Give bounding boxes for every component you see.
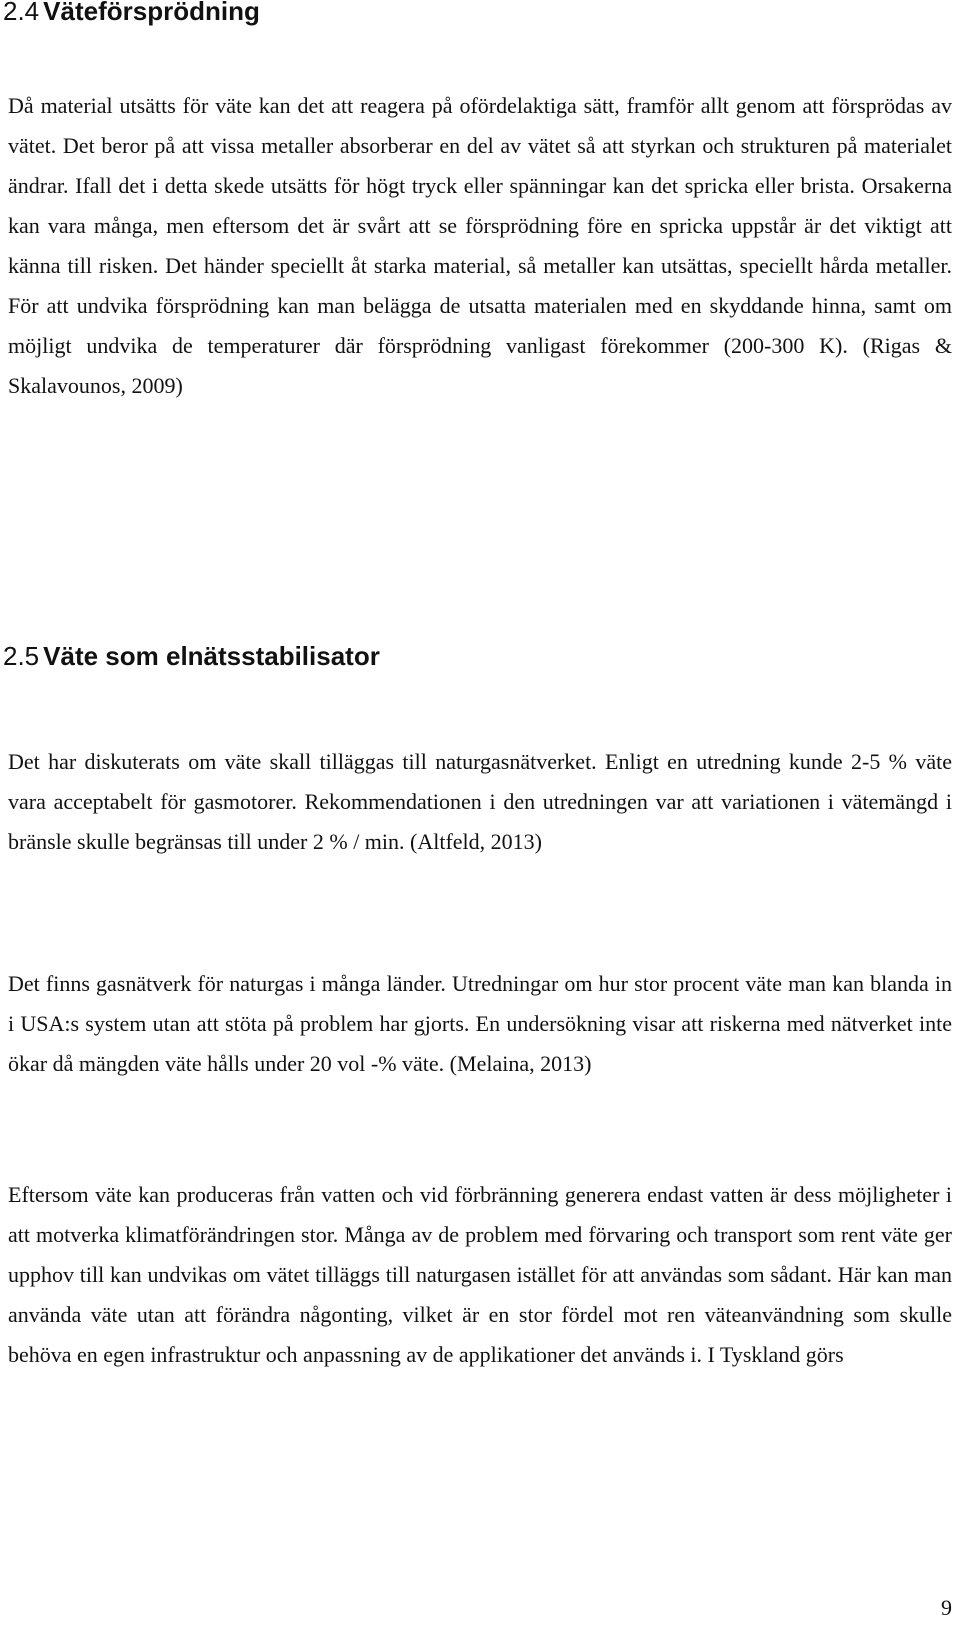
paragraph-gas-networks-usa: Det finns gasnätverk för naturgas i många länder. Utredningar om hur stor procent väte man kan blanda in i USA:s system utan att stöta på problem har gjorts. En undersökning visar att riskerna med nätverket inte ökar då mängden väte hålls under 20 vol -% väte. (Melaina, 2013): [8, 971, 952, 1076]
section-heading-2-5: [3, 641, 380, 672]
section-number: 2.5: [3, 641, 40, 671]
section-title: Väte som elnätsstabilisator: [43, 641, 380, 671]
paragraph-climate-benefits: Eftersom väte kan produceras från vatten och vid förbränning generera endast vatten är dess möjligheter i att motverka klimatförändringen stor. Många av de problem med förvaring och transport som rent väte ger upphov till kan undvikas om vätet tilläggs till naturgasen istället för att användas som sådant. Här kan man använda väte utan att förändra någonting, vilket är en stor fördel mot ren väteanvändning som skulle behöva en egen infrastruktur och anpassning av de applikationer det används i. I Tyskland görs: [8, 1182, 952, 1367]
section-heading-2-4: [3, 0, 260, 27]
section-number: 2.4: [3, 0, 40, 26]
paragraph-hydrogen-embrittlement: Då material utsätts för väte kan det att reagera på ofördelaktiga sätt, framför allt genom att försprödas av vätet. Det beror på att vissa metaller absorberar en del av vätet så att styrkan och strukturen på materialet ändrar. Ifall det i detta skede utsätts för högt tryck eller spänningar kan det spricka eller brista. Orsakerna kan vara många, men eftersom det är svårt att se försprödning före en spricka uppstår är det viktigt att känna till risken. Det händer speciellt åt starka material, så metaller kan utsättas, speciellt hårda metaller. För att undvika försprödning kan man belägga de utsatta materialen med en skyddande hinna, samt om möjligt undvika de temperaturer där försprödning vanligast förekommer (200-300 K). (Rigas & Skalavounos, 2009): [8, 93, 952, 398]
page-number: 9: [941, 1595, 952, 1620]
paragraph-gas-network-discussion: Det har diskuterats om väte skall tilläggas till naturgasnätverket. Enligt en utredning kunde 2-5 % väte vara acceptabelt för gasmotorer. Rekommendationen i den utredningen var att variationen i vätemängd i bränsle skulle begränsas till under 2 % / min. (Altfeld, 2013): [8, 749, 952, 854]
section-title: Väteförsprödning: [43, 0, 260, 26]
